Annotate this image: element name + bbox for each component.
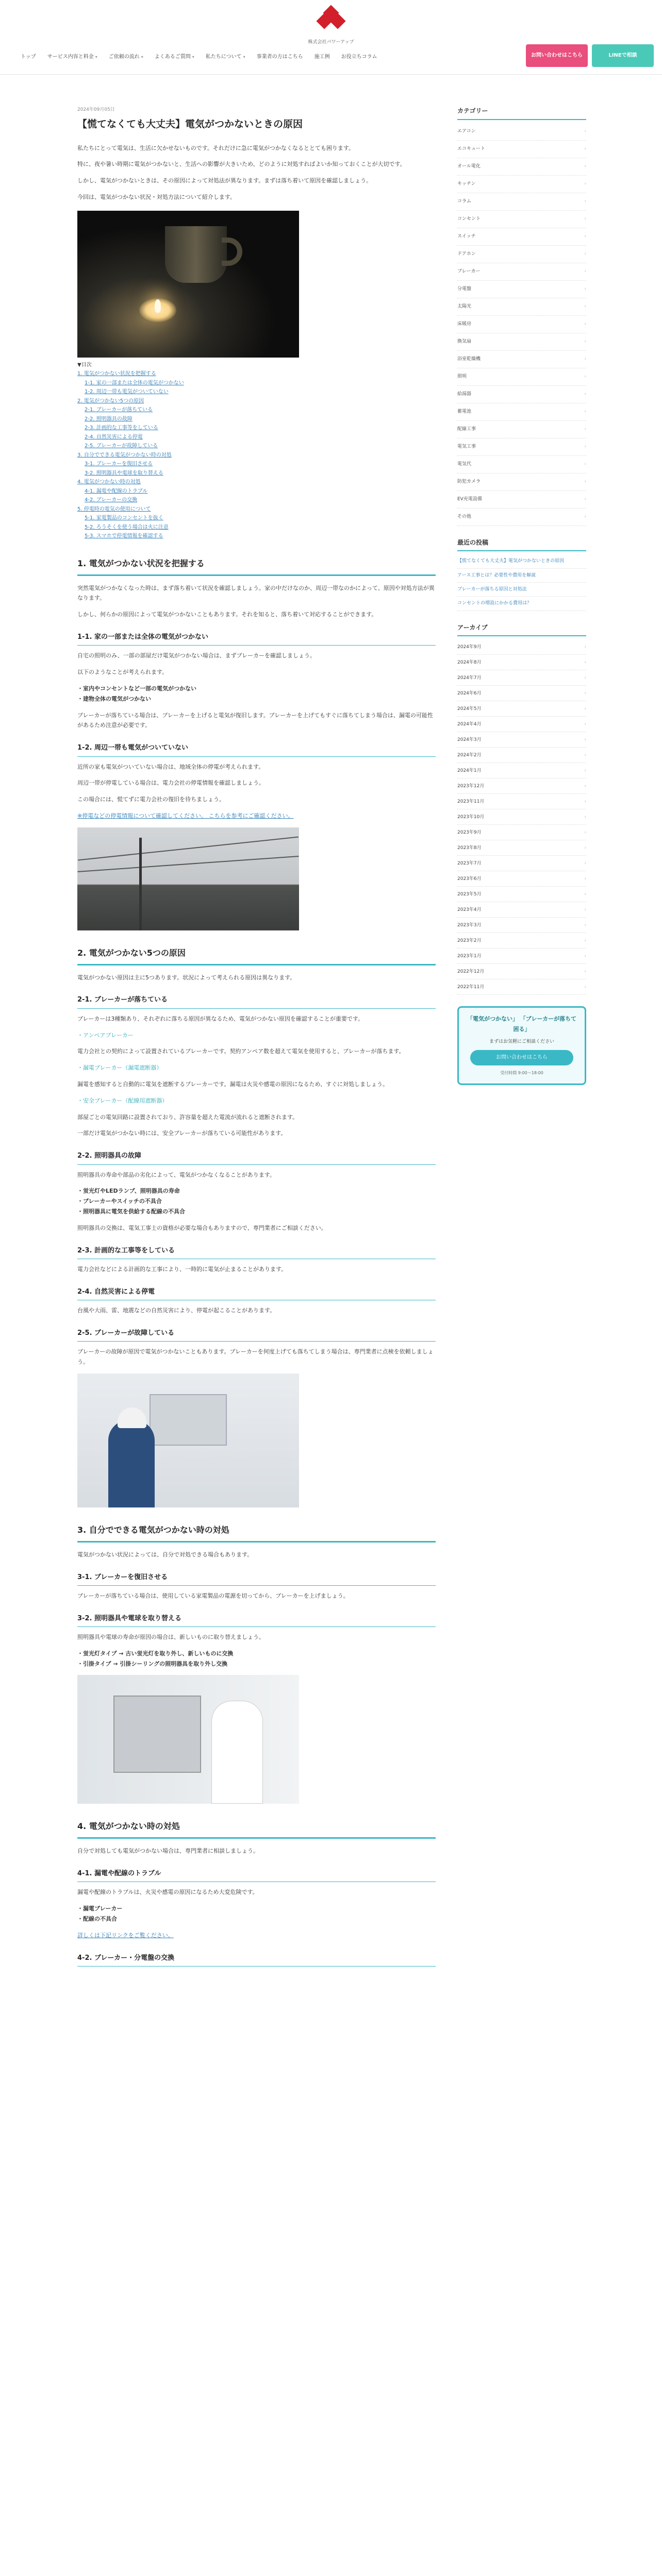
nav-item[interactable] [47, 53, 97, 62]
toc-link[interactable]: 4. 電気がつかない時の対処 [77, 479, 141, 485]
toc-link[interactable]: 2. 電気がつかない5つの原因 [77, 398, 144, 404]
site-header [0, 0, 662, 75]
category-item-label: ブレーカー [457, 269, 481, 274]
banner-text: まずはお気軽にご相談ください [489, 1039, 554, 1044]
archive-item[interactable] [457, 748, 586, 763]
category-item[interactable] [457, 246, 586, 263]
chevron-right-icon: › [584, 768, 586, 773]
category-item[interactable] [457, 456, 586, 473]
toc-link[interactable]: 2-2. 照明器具の故障 [85, 416, 133, 422]
archive-item-label: 2022年12月 [457, 969, 485, 974]
archive-item-label: 2024年1月 [457, 768, 482, 773]
nav-item-label: よくあるご質問 [154, 54, 191, 60]
nav-item[interactable] [341, 53, 377, 62]
bullet-list [77, 1904, 436, 1924]
toc-link[interactable]: 1-1. 家の一部または全体の電気がつかない [85, 380, 184, 386]
recent-post-link[interactable]: コンセントの増設にかかる費用は？ [457, 597, 586, 611]
chevron-right-icon: › [584, 845, 586, 851]
category-item-label: その他 [457, 514, 472, 519]
chevron-right-icon: › [584, 814, 586, 820]
archive-item[interactable] [457, 979, 586, 995]
archive-list [457, 639, 586, 995]
bullet-item: ・蛍光灯やLEDランプ、照明器具の寿命 [77, 1188, 180, 1195]
archive-item[interactable] [457, 840, 586, 856]
logo-icon [317, 7, 345, 36]
chevron-right-icon: › [584, 891, 586, 897]
paragraph: しかし、何らかの原因によって電気がつかないこともあります。それを知ると、落ち着いて対応することができます。 [77, 611, 377, 618]
category-item[interactable] [457, 263, 586, 281]
global-nav [21, 53, 377, 62]
paragraph: 電力会社との契約によって設置されているブレーカーです。契約アンペア数を超えて電気を使用すると、ブレーカーが落ちます。 [77, 1048, 405, 1055]
category-item-label: エアコン [457, 129, 476, 134]
nav-item-label: 施工例 [314, 54, 330, 60]
category-item-label: 照明 [457, 374, 467, 379]
chevron-right-icon: › [584, 938, 586, 943]
archive-title: アーカイブ [457, 622, 586, 637]
chevron-right-icon: › [584, 675, 586, 681]
chevron-right-icon: › [584, 860, 586, 866]
consultation-banner[interactable] [457, 1006, 586, 1084]
breaker-type-label: ・アンペアブレーカー [77, 1031, 134, 1039]
category-item[interactable] [457, 316, 586, 333]
chevron-right-icon: › [584, 216, 586, 222]
toc-link[interactable]: 5. 停電時の電気の使用について [77, 506, 151, 512]
archive-item[interactable] [457, 670, 586, 686]
chevron-right-icon: › [584, 251, 586, 257]
category-item-label: 分電盤 [457, 286, 472, 292]
banner-note: 受付時間 9:00〜18:00 [500, 1071, 543, 1076]
category-item[interactable] [457, 473, 586, 491]
distribution-board-photo [77, 1675, 299, 1804]
bullet-item: ・引掛タイプ → 引掛シーリングの照明器具を取り外し交換 [77, 1660, 228, 1667]
category-item-label: コンセント [457, 216, 481, 222]
subsection-heading: 2-3. 計画的な工事等をしている [77, 1245, 436, 1259]
subsection-heading: 3-2. 照明器具や電球を取り替える [77, 1613, 436, 1627]
bullet-list [77, 684, 436, 704]
archive-item-label: 2024年5月 [457, 706, 482, 711]
toc-link[interactable]: 5-3. スマホで停電情報を確認する [85, 533, 163, 539]
section-heading: 2. 電気がつかない5つの原因 [77, 946, 436, 965]
paragraph: 一部だけ電気がつかない時には、安全ブレーカーが落ちている可能性があります。 [77, 1130, 287, 1137]
nav-item[interactable] [109, 53, 143, 62]
category-item[interactable] [457, 438, 586, 456]
bullet-item: ・漏電ブレーカー [77, 1905, 123, 1912]
archive-item-label: 2024年2月 [457, 752, 482, 758]
archive-item[interactable] [457, 717, 586, 732]
archive-item-label: 2024年8月 [457, 659, 482, 665]
bullet-list [77, 1649, 436, 1669]
category-list [457, 123, 586, 526]
chevron-right-icon: › [584, 234, 586, 239]
chevron-right-icon: › [584, 146, 586, 151]
paragraph: 電力会社などによる計画的な工事により、一時的に電気が止まることがあります。 [77, 1265, 287, 1273]
category-item[interactable] [457, 281, 586, 298]
category-item[interactable] [457, 193, 586, 211]
archive-item-label: 2024年6月 [457, 690, 482, 696]
bullet-item: ・蛍光灯タイプ → 古い蛍光灯を取り外し、新しいものに交換 [77, 1650, 234, 1657]
nav-item[interactable] [315, 53, 330, 62]
paragraph: ブレーカーは3種類あり、それぞれに落ちる原因が異なるため、電気がつかない原因を確認することが重要です。 [77, 1015, 364, 1022]
archive-item-label: 2023年8月 [457, 845, 482, 851]
archive-item-label: 2024年4月 [457, 721, 482, 727]
table-of-contents [77, 361, 436, 541]
subsection-heading: 4-2. ブレーカー・分電盤の交換 [77, 1952, 436, 1967]
category-item[interactable] [457, 123, 586, 141]
category-item-label: スイッチ [457, 234, 476, 239]
article-title: 【慌てなくても大丈夫】電気がつかないときの原因 [77, 118, 303, 130]
paragraph: 以下のようなことが考えられます。 [77, 669, 168, 676]
toc-link[interactable]: 1-2. 周辺一帯も電気がついていない [85, 389, 169, 395]
toc-link[interactable]: 5-1. 家電製品のコンセントを抜く [85, 515, 163, 521]
category-item[interactable] [457, 298, 586, 316]
category-item[interactable] [457, 421, 586, 438]
chevron-right-icon: › [584, 269, 586, 274]
chevron-right-icon: › [584, 409, 586, 414]
archive-item[interactable] [457, 639, 586, 655]
archive-item[interactable] [457, 763, 586, 778]
subsection-heading: 1-2. 周辺一帯も電気がついていない [77, 742, 436, 756]
post-date: 2024年09月05日 [77, 107, 115, 112]
power-line-photo [77, 827, 299, 930]
archive-item[interactable] [457, 964, 586, 979]
chevron-right-icon: › [584, 984, 586, 990]
category-item-label: キッチン [457, 181, 476, 187]
subsection-heading: 2-5. ブレーカーが故障している [77, 1327, 436, 1342]
paragraph: 電気がつかない状況によっては、自分で対処できる場合もあります。 [77, 1551, 253, 1558]
chevron-right-icon: › [584, 659, 586, 665]
chevron-right-icon: › [584, 339, 586, 344]
archive-item[interactable] [457, 902, 586, 918]
chevron-right-icon: › [584, 783, 586, 789]
category-item[interactable] [457, 211, 586, 228]
nav-item[interactable] [257, 53, 303, 62]
archive-item-label: 2023年4月 [457, 907, 482, 912]
nav-item-label: 私たちについて [205, 54, 242, 60]
recent-post-list [457, 554, 586, 611]
category-item-label: EV充電設備 [457, 497, 482, 502]
chevron-right-icon: › [584, 876, 586, 882]
category-item[interactable] [457, 351, 586, 368]
archive-item-label: 2023年1月 [457, 953, 482, 959]
bullet-list [77, 1186, 436, 1216]
chevron-right-icon: › [584, 497, 586, 502]
chevron-right-icon: › [584, 690, 586, 696]
archive-item[interactable] [457, 887, 586, 902]
category-item-label: 給湯器 [457, 392, 472, 397]
archive-item-label: 2023年3月 [457, 922, 482, 928]
intro-paragraph: しかし、電気がつかないときは、その原因によって対処法が異なります。まずは落ち着いて原因を確認しましょう。 [77, 177, 372, 184]
nav-item-label: 事業者の方はこちら [256, 54, 303, 60]
paragraph: 漏電を感知すると自動的に電気を遮断するブレーカーです。漏電は火災や感電の原因になるため、すぐに対処しましょう。 [77, 1080, 389, 1088]
category-item-label: 配線工事 [457, 427, 476, 432]
archive-item[interactable] [457, 809, 586, 825]
archive-item[interactable] [457, 655, 586, 670]
chevron-right-icon: › [584, 199, 586, 204]
intro-paragraph: 今回は、電気がつかない状況・対処方法について紹介します。 [77, 194, 236, 201]
chevron-right-icon: › [584, 752, 586, 758]
intro-paragraph: 特に、夜や暑い時期に電気がつかないと、生活への影響が大きいため、どのように対処すればよいか知っておくことが大切です。 [77, 161, 406, 168]
category-item[interactable] [457, 509, 586, 526]
toc-link[interactable]: 4-2. ブレーカーの交換 [85, 497, 138, 503]
category-item-label: 蓄電池 [457, 409, 472, 414]
toc-link[interactable]: 3. 自分でできる電気がつかない時の対処 [77, 452, 172, 458]
paragraph: 電気がつかない原因は主に5つあります。状況によって考えられる原因は異なります。 [77, 974, 296, 981]
category-item[interactable] [457, 368, 586, 386]
section-heading: 4. 電気がつかない時の対処 [77, 1819, 436, 1839]
toc-title: ▼目次 [77, 362, 92, 368]
line-button[interactable]: LINEで相談 [592, 44, 654, 67]
related-article-link[interactable]: 詳しくは下記リンクをご覧ください。 [77, 1931, 174, 1939]
subsection-heading: 2-1. ブレーカーが落ちている [77, 994, 436, 1008]
subsection-heading: 2-2. 照明器具の故障 [77, 1150, 436, 1164]
toc-link[interactable]: 3-2. 照明器具や電球を取り替える [85, 470, 163, 476]
nav-item[interactable] [206, 53, 245, 62]
paragraph: この場合には、慌てずに電力会社の復旧を待ちましょう。 [77, 796, 225, 803]
categories-title: カテゴリー [457, 106, 586, 120]
archive-item[interactable] [457, 778, 586, 794]
chevron-right-icon: › [584, 922, 586, 928]
paragraph: 自分で対処しても電気がつかない場合は、専門業者に相談しましょう。 [77, 1848, 259, 1855]
category-item-label: 床暖房 [457, 321, 472, 327]
nav-item[interactable] [155, 53, 194, 62]
category-item-label: 電気工事 [457, 444, 476, 449]
category-item-label: 換気扇 [457, 339, 472, 344]
paragraph: ブレーカーが落ちている場合は、使用している家電製品の電源を切ってから、ブレーカーを上げましょう。 [77, 1592, 349, 1599]
bullet-item: ・室内やコンセントなど一部の電気がつかない [77, 685, 196, 692]
archive-item-label: 2023年9月 [457, 829, 482, 835]
site-logo[interactable] [305, 7, 357, 46]
recent-post-link[interactable]: ブレーカーが落ちる原因と対処法 [457, 583, 586, 597]
paragraph: 照明器具の交換は、電気工事士の資格が必要な場合もありますので、専門業者にご相談ください。 [77, 1224, 327, 1231]
nav-item-label: ご依頼の流れ [108, 54, 140, 60]
archive-item-label: 2023年11月 [457, 799, 485, 804]
chevron-right-icon: › [584, 357, 586, 362]
archive-item-label: 2023年2月 [457, 938, 482, 943]
nav-item-label: トップ [21, 54, 36, 60]
archive-item[interactable] [457, 701, 586, 717]
category-item-label: コラム [457, 199, 471, 204]
chevron-right-icon: › [584, 129, 586, 134]
archive-item[interactable] [457, 686, 586, 701]
bullet-item: ・照明器具に電気を供給する配線の不具合 [77, 1208, 185, 1215]
paragraph: 突然電気がつかなくなった時は、まず落ち着いて状況を確認しましょう。家の中だけなのか、周辺一帯なのかによって、原因や対処方法が異なります。 [77, 584, 435, 602]
category-item[interactable] [457, 176, 586, 193]
chevron-right-icon: › [584, 953, 586, 959]
archive-item[interactable] [457, 948, 586, 964]
paragraph: 近所の家も電気がついていない場合は、地域全体の停電が考えられます。 [77, 763, 264, 770]
chevron-right-icon: › [584, 321, 586, 327]
toc-link[interactable]: 2-3. 計画的な工事等をしている [85, 425, 158, 431]
category-item-label: エコキュート [457, 146, 486, 151]
chevron-right-icon: › [584, 304, 586, 309]
archive-item[interactable] [457, 732, 586, 748]
logo-text: 株式会社パワーアップ [308, 40, 354, 45]
bullet-item: ・建物全体の電気がつかない [77, 695, 151, 702]
archive-item[interactable] [457, 918, 586, 933]
paragraph: 台風や大雨、雷、地震などの自然災害により、停電が起こることがあります。 [77, 1307, 276, 1314]
chevron-right-icon: › [584, 721, 586, 727]
archive-item-label: 2023年7月 [457, 860, 482, 866]
paragraph: 周辺一帯が停電している場合は、電力会社の停電情報を確認しましょう。 [77, 779, 264, 787]
archive-item-label: 2024年3月 [457, 737, 482, 742]
category-item[interactable] [457, 333, 586, 351]
candle-hero-image [77, 211, 299, 358]
paragraph: 照明器具や電球の寿命が原因の場合は、新しいものに取り替えましょう。 [77, 1634, 264, 1641]
category-item[interactable] [457, 228, 586, 246]
chevron-right-icon: › [584, 644, 586, 650]
breaker-type-label: ・安全ブレーカー（配線用遮断器） [77, 1097, 168, 1104]
subsection-heading: 3-1. ブレーカーを復旧させる [77, 1571, 436, 1586]
chevron-right-icon: › [584, 907, 586, 912]
archive-item-label: 2024年9月 [457, 644, 482, 650]
nav-item[interactable] [21, 53, 36, 62]
paragraph: 自宅の照明のみ、一部の部屋だけ電気がつかない場合は、まずブレーカーを確認しましょう。 [77, 652, 316, 659]
subsection-heading: 4-1. 漏電や配線のトラブル [77, 1868, 436, 1882]
category-item[interactable] [457, 403, 586, 421]
outage-info-link[interactable]: ※停電などの停電情報について確認してください。 こちらを参考にご確認ください。 [77, 812, 294, 820]
contact-button[interactable]: お問い合わせはこちら [526, 44, 588, 67]
toc-link[interactable]: 2-5. ブレーカーが故障している [85, 443, 158, 449]
chevron-right-icon: › [584, 479, 586, 484]
banner-contact-button[interactable]: お問い合わせはこちら [470, 1050, 573, 1065]
chevron-right-icon: › [584, 706, 586, 711]
toc-link[interactable]: 2-1. ブレーカーが落ちている [85, 407, 153, 413]
category-item-label: 浴室乾燥機 [457, 357, 481, 362]
chevron-right-icon: › [584, 392, 586, 397]
paragraph: 部屋ごとの電気回路に設置されており、許容量を超えた電流が流れると遮断されます。 [77, 1113, 299, 1121]
archive-item-label: 2023年6月 [457, 876, 482, 882]
paragraph: ブレーカーの故障が原因で電気がつかないこともあります。ブレーカーを何度上げても落ちてしまう場合は、専門業者に点検を依頼しましょう。 [77, 1348, 434, 1366]
chevron-right-icon: › [584, 969, 586, 974]
recent-post-link[interactable]: 【慌てなくても大丈夫】電気がつかないときの原因 [457, 554, 586, 568]
chevron-down-icon: ▾ [192, 54, 194, 59]
toc-link[interactable]: 3-1. ブレーカーを復旧させる [85, 461, 153, 467]
chevron-right-icon: › [584, 181, 586, 187]
category-item[interactable] [457, 491, 586, 509]
archive-item-label: 2023年12月 [457, 783, 485, 789]
chevron-right-icon: › [584, 164, 586, 169]
archive-item-label: 2022年11月 [457, 984, 485, 990]
subsection-heading: 1-1. 家の一部または全体の電気がつかない [77, 631, 436, 646]
intro-paragraph: 私たちにとって電気は、生活に欠かせないものです。それだけに急に電気がつかなくなるととても困ります。 [77, 144, 355, 151]
archive-item[interactable] [457, 933, 586, 948]
archive-item[interactable] [457, 794, 586, 809]
chevron-right-icon: › [584, 829, 586, 835]
toc-link[interactable]: 4-1. 漏電や配線のトラブル [85, 488, 148, 494]
electrician-photo [77, 1374, 299, 1507]
section-heading: 1. 電気がつかない状況を把握する [77, 556, 436, 576]
nav-item-label: サービス内容と料金 [47, 54, 94, 60]
category-item-label: オール電化 [457, 164, 481, 169]
toc-link[interactable]: 1. 電気がつかない状況を把握する [77, 371, 156, 377]
subsection-heading: 2-4. 自然災害による停電 [77, 1286, 436, 1300]
paragraph: ブレーカーが落ちている場合は、ブレーカーを上げると電気が復旧します。ブレーカーを上げてもすぐに落ちてしまう場合は、漏電の可能性があるため注意が必要です。 [77, 711, 433, 729]
sidebar [457, 106, 586, 1085]
paragraph: 照明器具の寿命や部品の劣化によって、電気がつかなくなることがあります。 [77, 1171, 275, 1178]
archive-item[interactable] [457, 825, 586, 840]
chevron-right-icon: › [584, 286, 586, 292]
chevron-right-icon: › [584, 737, 586, 742]
paragraph: 漏電や配線のトラブルは、火災や感電の原因になるため大変危険です。 [77, 1889, 258, 1896]
category-item[interactable] [457, 141, 586, 158]
archive-item-label: 2023年5月 [457, 891, 482, 897]
chevron-down-icon: ▾ [243, 54, 245, 59]
category-item-label: 防犯カメラ [457, 479, 481, 484]
banner-headline: 「電気がつかない」 「ブレーカーが落ちて困る」 [467, 1015, 577, 1033]
archive-item-label: 2024年7月 [457, 675, 482, 681]
category-item[interactable] [457, 386, 586, 403]
section-heading: 3. 自分でできる電気がつかない時の対処 [77, 1523, 436, 1543]
article [77, 106, 436, 1972]
recent-post-link[interactable]: アース工事とは？必要性や費用を解説 [457, 569, 586, 583]
chevron-right-icon: › [584, 374, 586, 379]
recent-posts-title: 最近の投稿 [457, 537, 586, 552]
bullet-item: ・ブレーカーやスイッチの不具合 [77, 1198, 162, 1205]
chevron-right-icon: › [584, 444, 586, 449]
chevron-down-icon: ▾ [141, 54, 143, 59]
archive-item[interactable] [457, 856, 586, 871]
category-item-label: 電気代 [457, 462, 472, 467]
chevron-right-icon: › [584, 799, 586, 804]
category-item[interactable] [457, 158, 586, 176]
bullet-item: ・配線の不具合 [77, 1916, 117, 1923]
chevron-down-icon: ▾ [95, 54, 97, 59]
nav-item-label: お役立ちコラム [341, 54, 377, 60]
chevron-right-icon: › [584, 514, 586, 519]
category-item-label: ドアホン [457, 251, 476, 257]
toc-link[interactable]: 2-4. 自然災害による停電 [85, 434, 143, 440]
toc-link[interactable]: 5-2. ろうそくを使う場合は火に注意 [85, 524, 169, 530]
chevron-right-icon: › [584, 462, 586, 467]
archive-item[interactable] [457, 871, 586, 887]
breaker-type-label: ・漏電ブレーカー（漏電遮断器） [77, 1064, 162, 1072]
archive-item-label: 2023年10月 [457, 814, 485, 820]
category-item-label: 太陽光 [457, 304, 472, 309]
chevron-right-icon: › [584, 427, 586, 432]
